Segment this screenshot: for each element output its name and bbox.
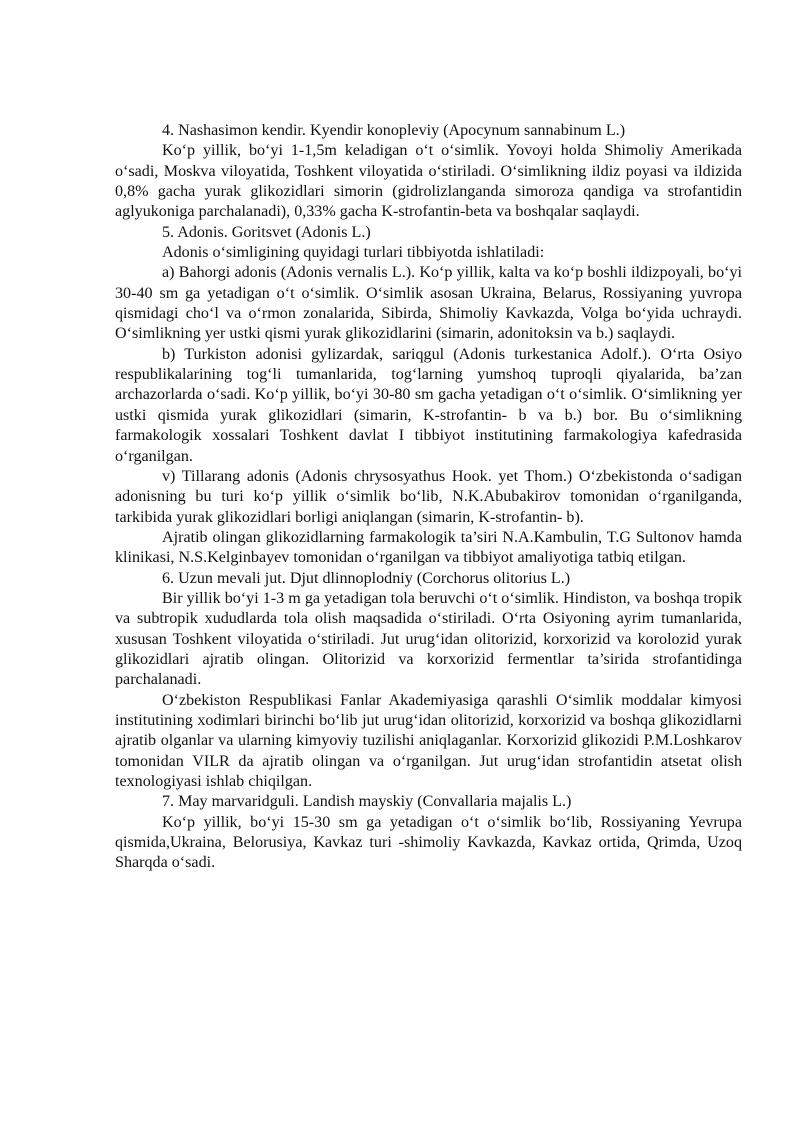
section-heading-convallaria: 7. May marvaridguli. Landish mayskiy (Convallaria majalis L.) (162, 793, 572, 811)
paragraph-adonis-chrysocyathus: v) Tillarang adonis (Adonis chrysosyathus Hook. yet Thom.) O‘zbekistonda o‘sadigan adonisning bu turi ko‘p yillik o‘simlik bo‘lib, N.K.Abubakirov tomonidan o‘rganilganda, tarkibida yurak glikozidlari borligi aniqlangan (simarin, K-strofantin- b). (115, 467, 742, 526)
paragraph-adonis-pharmacology: Ajratib olingan glikozidlarning farmakologik ta’siri N.A.Kambulin, T.G Sultonov hamda klinikasi, N.S.Kelginbayev tomonidan o‘rganilgan va tibbiyot amaliyotiga tatbiq etilgan. (115, 528, 742, 567)
paragraph-apocynum-description: Ko‘p yillik, bo‘yi 1-1,5m keladigan o‘t o‘simlik. Yovoyi holda Shimoliy Amerikada o‘sadi, Moskva viloyatida, Toshkent viloyatida o‘stiriladi. O‘simlikning ildiz poyasi va ildizida 0,8% gacha yurak glikozidlari simorin (gidrolizlanganda simoroza qandiga va strofantidin aglyukoniga parchalanadi), 0,33% gacha K-strofantin-beta va boshqalar saqlaydi. (115, 142, 742, 221)
paragraph-corchorus-description: Bir yillik bo‘yi 1-3 m ga yetadigan tola beruvchi o‘t o‘simlik. Hindiston, va boshqa tropik va subtropik xududlarda tola olish maqsadida o‘stiriladi. O‘rta Osiyoning ayrim tumanlarida, xususan Toshkent viloyatida o‘stiriladi. Jut urug‘idan olitorizid, korxorizid va korolozid yurak glikozidlari ajratib olingan. Olitorizid va korxorizid fermentlar ta’sirida strofantidinga parchalanadi. (115, 589, 742, 689)
section-heading-adonis: 5. Adonis. Goritsvet (Adonis L.) (162, 223, 371, 241)
document-page (115, 121, 742, 874)
paragraph-adonis-turkestanica: b) Turkiston adonisi gylizardak, sariqgul (Adonis turkestanica Adolf.). O‘rta Osiyo respublikalarining tog‘li tumanlarida, tog‘larning yumshoq tuproqli qiyalarida, ba’zan archazorlarda o‘sadi. Ko‘p yillik, bo‘yi 30-80 sm gacha yetadigan o‘t o‘simlik. O‘simlikning yer ustki qismida yurak glikozidlari (simarin, K-strofantin- b va b.) bor. Bu o‘simlikning farmakologik xossalari Toshkent davlat I tibbiyot institutining farmakologiya kafedrasida o‘rganilgan. (115, 345, 742, 465)
paragraph-adonis-intro: Adonis o‘simligining quyidagi turlari tibbiyotda ishlatiladi: (162, 244, 545, 262)
paragraph-corchorus-research: O‘zbekiston Respublikasi Fanlar Akademiyasiga qarashli O‘simlik moddalar kimyosi institutining xodimlari birinchi bo‘lib jut urug‘idan olitorizid, korxorizid va boshqa glikozidlarni ajratib olganlar va ularning kimyoviy tuzilishi aniqlaganlar. Korxorizid glikozidi P.M.Loshkarov tomonidan VILR da ajratib olingan va o‘rganilgan. Jut urug‘idan strofantidin atsetat olish texnologiyasi ishlab chiqilgan. (115, 691, 742, 790)
section-heading-apocynum: 4. Nashasimon kendir. Kyendir konopleviy (Apocynum sannabinum L.) (162, 122, 626, 139)
paragraph-convallaria-description: Ko‘p yillik, bo‘yi 15-30 sm ga yetadigan o‘t o‘simlik bo‘lib, Rossiyaning Yevrupa qismida,Ukraina, Belorusiya, Kavkaz turi -shimoliy Kavkazda, Kavkaz ortida, Qrimda, Uzoq Sharqda o‘sadi. (115, 813, 742, 872)
paragraph-adonis-vernalis: a) Bahorgi adonis (Adonis vernalis L.). Ko‘p yillik, kalta va ko‘p boshli ildizpoyali, bo‘yi 30-40 sm ga yetadigan o‘t o‘simlik. O‘simlik asosan Ukraina, Belarus, Rossiyaning yuvropa qismidagi cho‘l va o‘rmon zonalarida, Sibirda, Shimoliy Kavkazda, Volga bo‘yida uchraydi. O‘simlikning yer ustki qismi yurak glikozidlarini (simarin, adonitoksin va b.) saqlaydi. (115, 264, 742, 343)
section-heading-corchorus: 6. Uzun mevali jut. Djut dlinnoplodniy (Corchorus olitorius L.) (162, 569, 571, 587)
